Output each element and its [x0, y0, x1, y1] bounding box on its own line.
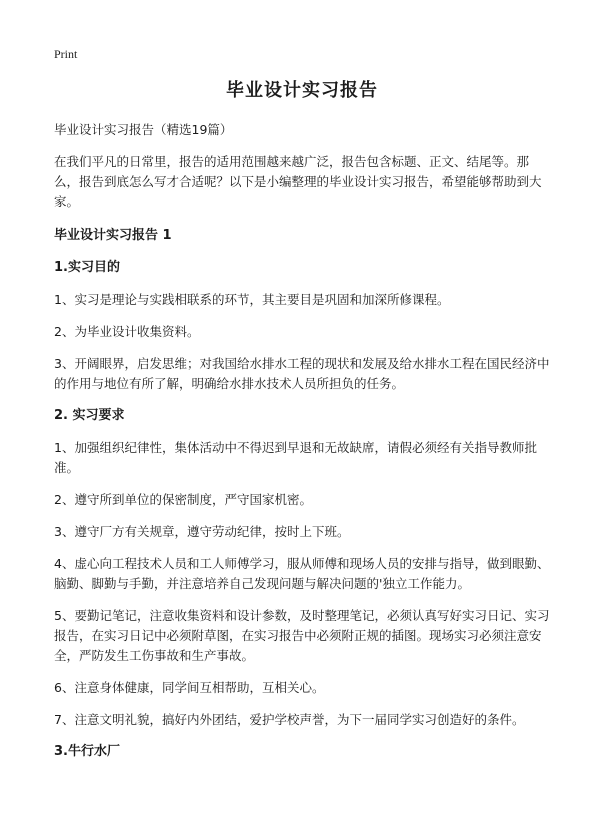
list-item: 2、为毕业设计收集资料。 [54, 324, 200, 339]
list-item: 2、遵守所到单位的保密制度，严守国家机密。 [54, 492, 312, 507]
list-item: 1、实习是理论与实践相联系的环节，其主要目是巩固和加深所修课程。 [54, 292, 450, 307]
list-item: 7、注意文明礼貌，搞好内外团结，爱护学校声誉，为下一届同学实习创造好的条件。 [54, 712, 525, 727]
list-item: 6、注意身体健康，同学间互相帮助，互相关心。 [54, 680, 325, 695]
section-heading-requirements: 2. 实习要求 [54, 408, 125, 423]
list-item: 4、虚心向工程技术人员和工人师傅学习，服从师傅和现场人员的安排与指导，做到眼勤、脑勤、脚勤与手勤，并注意培养自己发现问题与解决问题的'独立工作能力。 [54, 556, 550, 591]
list-item: 1、加强组织纪律性，集体活动中不得迟到早退和无故缺席，请假必须经有关指导教师批准。 [54, 440, 537, 475]
list-item: 3、开阔眼界，启发思维；对我国给水排水工程的现状和发展及给水排水工程在国民经济中的作用与地位有所了解，明确给水排水技术人员所担负的任务。 [54, 356, 550, 391]
list-item: 3、遵守厂方有关规章，遵守劳动纪律，按时上下班。 [54, 524, 350, 539]
intro-paragraph: 在我们平凡的日常里，报告的适用范围越来越广泛，报告包含标题、正文、结尾等。那么，报告到底怎么写才合适呢？以下是小编整理的毕业设计实习报告，希望能够帮助到大家。 [54, 154, 542, 209]
page-title: 毕业设计实习报告 [226, 80, 378, 101]
document-subtitle: 毕业设计实习报告（精选19篇） [54, 122, 233, 137]
list-item: 5、要勤记笔记，注意收集资料和设计参数，及时整理笔记，必须认真写好实习日记、实习报告，在实习日记中必须附草图，在实习报告中必须附正规的插图。现场实习必须注意安全，严防发生工伤事故和生产事故。 [54, 608, 550, 663]
section-heading-plant: 3.牛行水厂 [54, 744, 120, 759]
report-heading: 毕业设计实习报告 1 [54, 228, 172, 243]
section-heading-purpose: 1.实习目的 [54, 260, 120, 275]
print-link[interactable]: Print [54, 47, 78, 61]
document-body [54, 78, 550, 774]
